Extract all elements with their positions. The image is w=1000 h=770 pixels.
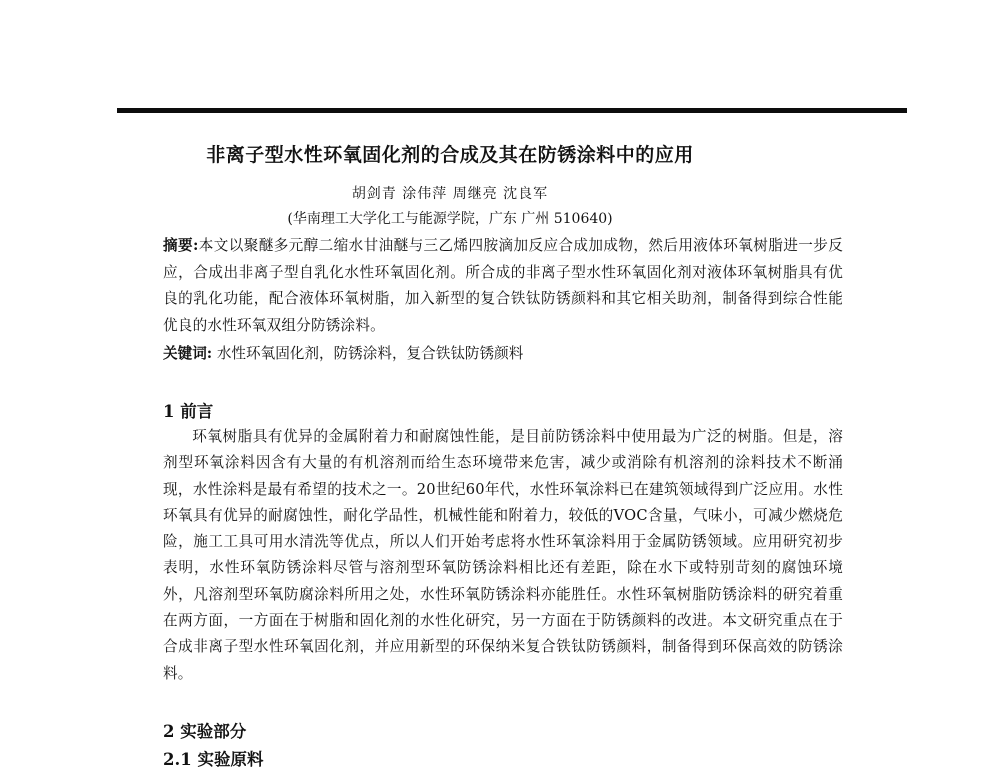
section-1-paragraph: 环氧树脂具有优异的金属附着力和耐腐蚀性能，是目前防锈涂料中使用最为广泛的树脂。但是，溶剂型环氧涂料因含有大量的有机溶剂而给生态环境带来危害，减少或消除有机溶剂的涂料技术不断涌现，水性涂料是最有希望的技术之一。20世纪60年代，水性环氧涂料已在建筑领域得到广泛应用。水性环氧具有优异的耐腐蚀性，耐化学品性，机械性能和附着力，较低的VOC含量，气味小，可减少燃烧危险，施工工具可用水清洗等优点，所以人们开始考虑将水性环氧涂料用于金属防锈领域。应用研究初步表明，水性环氧防锈涂料尽管与溶剂型环氧防锈涂料相比还有差距，除在水下或特别苛刻的腐蚀环境外，凡溶剂型环氧防腐涂料所用之处，水性环氧防锈涂料亦能胜任。水性环氧树脂防锈涂料的研究着重在两方面，一方面在于树脂和固化剂的水性化研究，另一方面在于防锈颜料的改进。本文研究重点在于合成非离子型水性环氧固化剂，并应用新型的环保纳米复合铁钛防锈颜料，制备得到环保高效的防锈涂料。 [163, 428, 843, 682]
author-affiliation: (华南理工大学化工与能源学院，广东 广州 510640) [287, 211, 613, 227]
paper-title: 非离子型水性环氧固化剂的合成及其在防锈涂料中的应用 [206, 144, 694, 166]
keywords [163, 341, 843, 367]
keywords-label: 关键词: [163, 345, 213, 362]
author-list: 胡剑青 涂伟萍 周继亮 沈良军 [351, 186, 549, 202]
header-rule [117, 108, 907, 113]
abstract [163, 233, 843, 339]
abstract-text: 本文以聚醚多元醇二缩水甘油醚与三乙烯四胺滴加反应合成加成物，然后用液体环氧树脂进一步反应，合成出非离子型自乳化水性环氧固化剂。所合成的非离子型水性环氧固化剂对液体环氧树脂具有优良的乳化功能，配合液体环氧树脂，加入新型的复合铁钛防锈颜料和其它相关助剂，制备得到综合性能优良的水性环氧双组分防锈涂料。 [163, 237, 843, 334]
subsection-2-1-heading: 2.1 实验原料 [163, 750, 264, 769]
abstract-label: 摘要: [163, 237, 199, 254]
section-2-heading: 2 实验部分 [163, 722, 247, 741]
keywords-text: 水性环氧固化剂，防锈涂料，复合铁钛防锈颜料 [216, 345, 524, 362]
section-1-heading: 1 前言 [163, 402, 214, 421]
